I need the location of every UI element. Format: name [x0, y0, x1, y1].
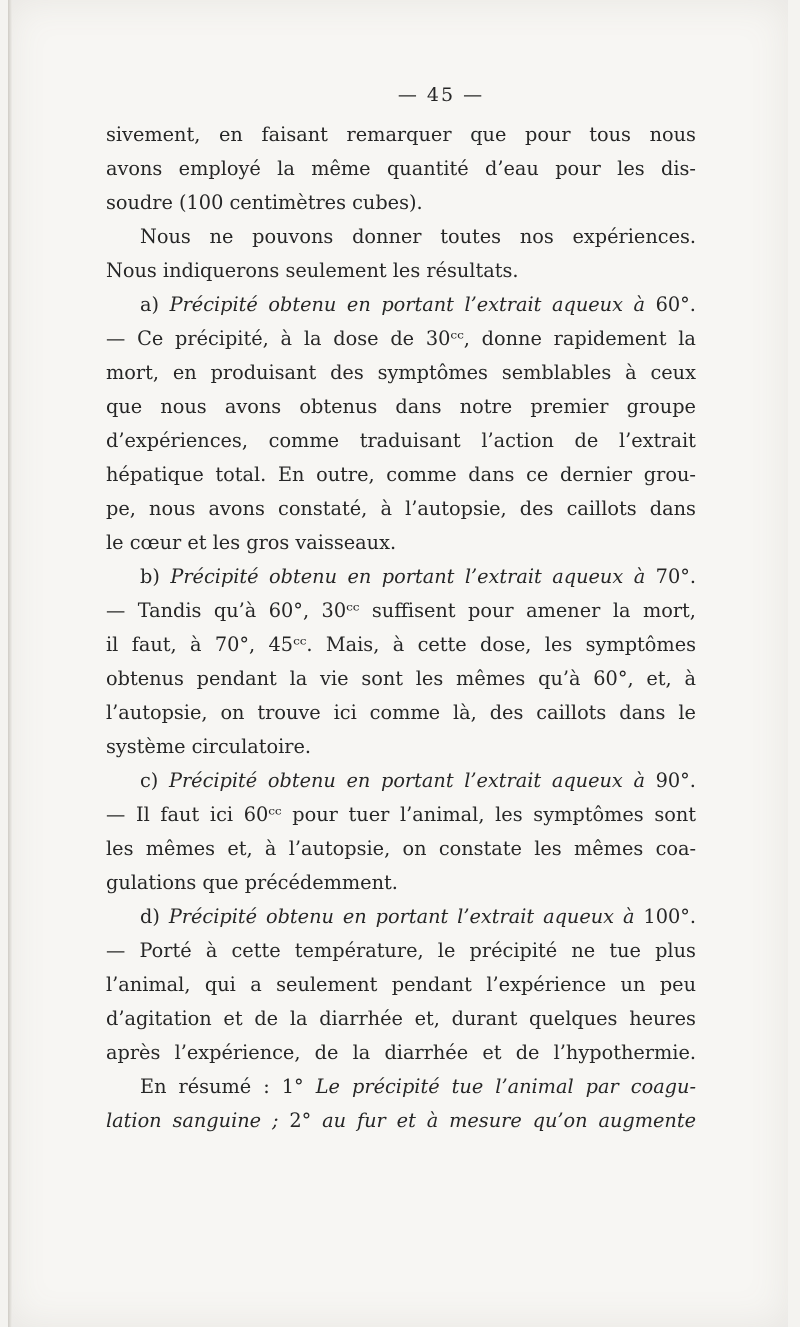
text-line — [106, 492, 696, 526]
word: à — [280, 327, 293, 350]
word: suffisent — [371, 599, 456, 622]
word: les — [415, 667, 444, 690]
word: — — [106, 599, 126, 622]
text-line — [106, 594, 696, 628]
word: en — [219, 123, 243, 146]
word: ici — [333, 701, 357, 724]
word: obtenus — [106, 667, 184, 690]
word: expériences. — [572, 225, 696, 248]
word: tous — [589, 123, 631, 146]
word: avons — [106, 157, 163, 180]
word: et, — [227, 837, 253, 860]
word: Porté — [139, 939, 192, 962]
word: peu — [659, 973, 696, 996]
word: la — [678, 327, 696, 350]
word: mort, — [106, 361, 159, 384]
word: l’expérience, — [174, 1041, 301, 1064]
word: à — [633, 293, 646, 316]
word: pour — [525, 123, 571, 146]
word: on — [220, 701, 245, 724]
word: tuer — [348, 803, 390, 826]
word: les — [106, 837, 134, 860]
word: obtenu — [268, 293, 337, 316]
word: augmente — [598, 1109, 696, 1132]
text-line — [106, 424, 696, 458]
word: portant — [381, 293, 454, 316]
word: Le — [315, 1075, 340, 1098]
word: par — [585, 1075, 619, 1098]
word: comme — [386, 463, 457, 486]
word: aqueux — [543, 905, 615, 928]
word: l’autopsie, — [405, 497, 507, 520]
word: ne — [209, 225, 234, 248]
word: en — [342, 905, 367, 928]
word: symptômes — [585, 633, 696, 656]
word: pour — [555, 157, 601, 180]
word: remarquer — [346, 123, 452, 146]
word: l’hypothermie. — [553, 1041, 696, 1064]
text-line — [106, 934, 696, 968]
word: 100°. — [643, 905, 696, 928]
word: à — [264, 837, 277, 860]
word: faut — [160, 803, 200, 826]
word: diarrhée — [384, 1041, 469, 1064]
word: 2° — [289, 1109, 312, 1132]
word: aqueux — [551, 769, 623, 792]
page-edge — [8, 0, 12, 1327]
word: et — [482, 1041, 502, 1064]
word: — — [106, 803, 126, 826]
word: plus — [655, 939, 696, 962]
word: l’extrait — [618, 429, 696, 452]
word: heures — [629, 1007, 696, 1030]
word: qu’on — [532, 1109, 588, 1132]
word: les — [534, 837, 562, 860]
word: caillots — [536, 701, 607, 724]
word: 60ᶜᶜ — [243, 803, 282, 826]
word: produisant — [210, 361, 317, 384]
word: la — [277, 157, 295, 180]
word: précipité — [352, 1075, 440, 1098]
word: cette — [231, 939, 281, 962]
word: obtenu — [267, 769, 336, 792]
word: Il — [135, 803, 150, 826]
text-line — [106, 730, 696, 764]
word: l’animal — [495, 1075, 574, 1098]
word: l’extrait — [464, 293, 542, 316]
word: obtenu — [265, 905, 334, 928]
word: qui — [204, 973, 236, 996]
word: que — [106, 395, 143, 418]
word: des — [330, 361, 364, 384]
word: à — [633, 769, 645, 792]
word: quelques — [529, 1007, 618, 1030]
word: en — [347, 565, 372, 588]
word: de — [254, 1007, 279, 1030]
word: aqueux — [551, 293, 623, 316]
word: dans — [649, 497, 696, 520]
word: portant — [380, 769, 454, 792]
word: pour — [468, 599, 514, 622]
word: température, — [294, 939, 424, 962]
word: portant — [375, 905, 449, 928]
word: l’extrait — [464, 565, 542, 588]
word: : — [263, 1075, 270, 1098]
word: cette — [417, 633, 467, 656]
word: ce — [526, 463, 549, 486]
word: à — [205, 939, 218, 962]
text-line — [106, 1070, 696, 1104]
text-line — [106, 832, 696, 866]
word: mêmes — [145, 837, 216, 860]
word: le — [678, 701, 696, 724]
word: ici — [209, 803, 234, 826]
word: employé — [178, 157, 261, 180]
word: durant — [451, 1007, 518, 1030]
word: d’eau — [485, 157, 539, 180]
word: fur — [356, 1109, 386, 1132]
word: nous — [149, 497, 196, 520]
text-line — [106, 1002, 696, 1036]
word: nos — [519, 225, 554, 248]
word: sont — [361, 667, 403, 690]
word: caillots — [566, 497, 637, 520]
word: Tandis — [137, 599, 202, 622]
word: 90°. — [655, 769, 696, 792]
text-line — [106, 900, 696, 934]
word: et — [223, 1007, 243, 1030]
word: pour — [292, 803, 338, 826]
word: 1° — [281, 1075, 304, 1098]
word: 70°. — [655, 565, 696, 588]
page-body — [106, 80, 696, 1138]
word: après — [106, 1041, 161, 1064]
word: — — [106, 327, 126, 350]
word: mort, — [642, 599, 696, 622]
word: résumé — [178, 1075, 252, 1098]
word: ceux — [650, 361, 696, 384]
text-line — [106, 662, 696, 696]
word: pendant — [391, 973, 472, 996]
page-number: — 45 — — [397, 84, 485, 106]
word: de — [515, 1041, 540, 1064]
word: que — [470, 123, 507, 146]
word: même — [311, 157, 371, 180]
text-line — [106, 1036, 696, 1070]
word: à — [190, 633, 202, 656]
word: à — [684, 667, 696, 690]
word: de — [574, 429, 599, 452]
word: grou- — [643, 463, 696, 486]
word: nous — [160, 395, 207, 418]
word: traduisant — [359, 429, 461, 452]
word: à — [622, 905, 635, 928]
line-text: système circulatoire. — [106, 735, 312, 758]
word: sont — [654, 803, 696, 826]
word: on — [402, 837, 427, 860]
word: a — [250, 973, 262, 996]
word: diarrhée — [319, 1007, 403, 1030]
word: 30ᶜᶜ — [321, 599, 360, 622]
word: Précipité — [168, 905, 258, 928]
word: groupe — [626, 395, 696, 418]
word: Ce — [137, 327, 164, 350]
word: Mais, — [325, 633, 380, 656]
word: en — [346, 769, 371, 792]
word: comme — [369, 701, 441, 724]
word: l’animal, — [106, 973, 191, 996]
text-line — [106, 390, 696, 424]
word: la — [612, 599, 631, 622]
word: l’autopsie, — [288, 837, 391, 860]
text-line — [106, 186, 696, 220]
word: tue — [451, 1075, 484, 1098]
word: hépatique — [106, 463, 204, 486]
word: toutes — [440, 225, 502, 248]
word: c) — [140, 769, 159, 792]
word: dans — [619, 701, 666, 724]
word: au — [322, 1109, 347, 1132]
word: 60°. — [655, 293, 696, 316]
word: En — [140, 1075, 167, 1098]
text-line — [106, 220, 696, 254]
word: dernier — [559, 463, 633, 486]
word: amener — [526, 599, 601, 622]
text-line — [106, 1104, 696, 1138]
word: qu’à — [538, 667, 581, 690]
word: ne — [571, 939, 596, 962]
word: quantité — [386, 157, 469, 180]
word: mêmes — [456, 667, 526, 690]
word: 30ᶜᶜ, — [425, 327, 470, 350]
word: là, — [452, 701, 477, 724]
word: à — [380, 497, 392, 520]
word: Précipité — [169, 293, 258, 316]
word: sanguine — [172, 1109, 262, 1132]
word: les — [495, 803, 523, 826]
word: précipité, — [175, 327, 269, 350]
word: à — [426, 1109, 439, 1132]
word: rapidement — [553, 327, 667, 350]
text-line — [106, 866, 696, 900]
word: l’extrait — [464, 769, 542, 792]
word: b) — [140, 565, 160, 588]
word: ; — [271, 1109, 279, 1132]
word: en — [172, 361, 197, 384]
word: qu’à — [213, 599, 257, 622]
word: coa- — [655, 837, 696, 860]
word: d) — [140, 905, 160, 928]
word: il — [106, 633, 119, 656]
word: — — [106, 939, 126, 962]
word: dis- — [661, 157, 696, 180]
word: nous — [649, 123, 696, 146]
word: premier — [530, 395, 609, 418]
word: en — [346, 293, 371, 316]
word: lation — [106, 1109, 162, 1132]
word: notre — [459, 395, 513, 418]
text-line — [106, 968, 696, 1002]
word: Précipité — [168, 769, 258, 792]
word: dans — [468, 463, 515, 486]
word: coagu- — [630, 1075, 696, 1098]
line-text: gulations que précédemment. — [106, 871, 398, 894]
word: l’expérience — [486, 973, 607, 996]
word: 45ᶜᶜ. — [268, 633, 313, 656]
text-lines — [106, 118, 696, 1138]
word: de — [390, 327, 415, 350]
word: mêmes — [573, 837, 644, 860]
word: l’extrait — [457, 905, 535, 928]
word: des — [519, 497, 554, 520]
word: la — [303, 327, 322, 350]
word: et — [396, 1109, 416, 1132]
word: à — [625, 361, 637, 384]
word: la — [289, 1007, 308, 1030]
word: Précipité — [170, 565, 259, 588]
word: avons — [208, 497, 265, 520]
line-text: soudre (100 centimètres cubes). — [106, 191, 423, 214]
text-line — [106, 254, 696, 288]
text-line — [106, 526, 696, 560]
word: d’expériences, — [106, 429, 248, 452]
word: dose, — [480, 633, 532, 656]
word: la — [352, 1041, 371, 1064]
word: l’action — [481, 429, 554, 452]
text-line — [106, 288, 696, 322]
word: 60°, — [593, 667, 634, 690]
word: et, — [414, 1007, 440, 1030]
word: symptômes — [533, 803, 644, 826]
word: dans — [395, 395, 442, 418]
text-line — [106, 560, 696, 594]
word: un — [620, 973, 646, 996]
text-line — [106, 458, 696, 492]
word: 70°, — [214, 633, 256, 656]
word: à — [392, 633, 405, 656]
word: pendant — [196, 667, 277, 690]
word: symptômes — [377, 361, 488, 384]
word: à — [633, 565, 646, 588]
word: les — [617, 157, 645, 180]
text-line — [106, 628, 696, 662]
word: le — [437, 939, 456, 962]
word: des — [489, 701, 524, 724]
word: Nous — [140, 225, 191, 248]
text-line — [106, 356, 696, 390]
word: obtenus — [299, 395, 378, 418]
word: l’animal, — [400, 803, 485, 826]
word: faisant — [261, 123, 328, 146]
text-line — [106, 118, 696, 152]
text-line — [106, 764, 696, 798]
word: obtenu — [269, 565, 337, 588]
word: constate — [438, 837, 522, 860]
word: et, — [646, 667, 672, 690]
word: de — [314, 1041, 339, 1064]
word: tue — [609, 939, 641, 962]
text-line — [106, 798, 696, 832]
word: la — [289, 667, 308, 690]
word: d’agitation — [106, 1007, 212, 1030]
word: total. — [215, 463, 267, 486]
word: les — [544, 633, 573, 656]
word: comme — [268, 429, 340, 452]
word: donner — [352, 225, 422, 248]
text-line — [106, 696, 696, 730]
text-line — [106, 152, 696, 186]
word: constaté, — [278, 497, 368, 520]
word: En — [277, 463, 305, 486]
word: outre, — [316, 463, 375, 486]
word: mesure — [449, 1109, 522, 1132]
word: dose — [333, 327, 379, 350]
word: aqueux — [552, 565, 624, 588]
word: sivement, — [106, 123, 201, 146]
word: avons — [224, 395, 282, 418]
word: a) — [140, 293, 160, 316]
word: portant — [381, 565, 455, 588]
text-line — [106, 322, 696, 356]
line-text: Nous indiquerons seulement les résultats. — [106, 259, 519, 282]
line-text: le cœur et les gros vaisseaux. — [106, 531, 397, 554]
word: semblables — [501, 361, 612, 384]
word: faut, — [131, 633, 177, 656]
word: précipité — [469, 939, 558, 962]
word: vie — [320, 667, 349, 690]
word: l’autopsie, — [106, 701, 208, 724]
word: pe, — [106, 497, 136, 520]
word: seulement — [276, 973, 378, 996]
word: pouvons — [252, 225, 334, 248]
word: trouve — [257, 701, 321, 724]
word: donne — [481, 327, 542, 350]
word: 60°, — [268, 599, 310, 622]
